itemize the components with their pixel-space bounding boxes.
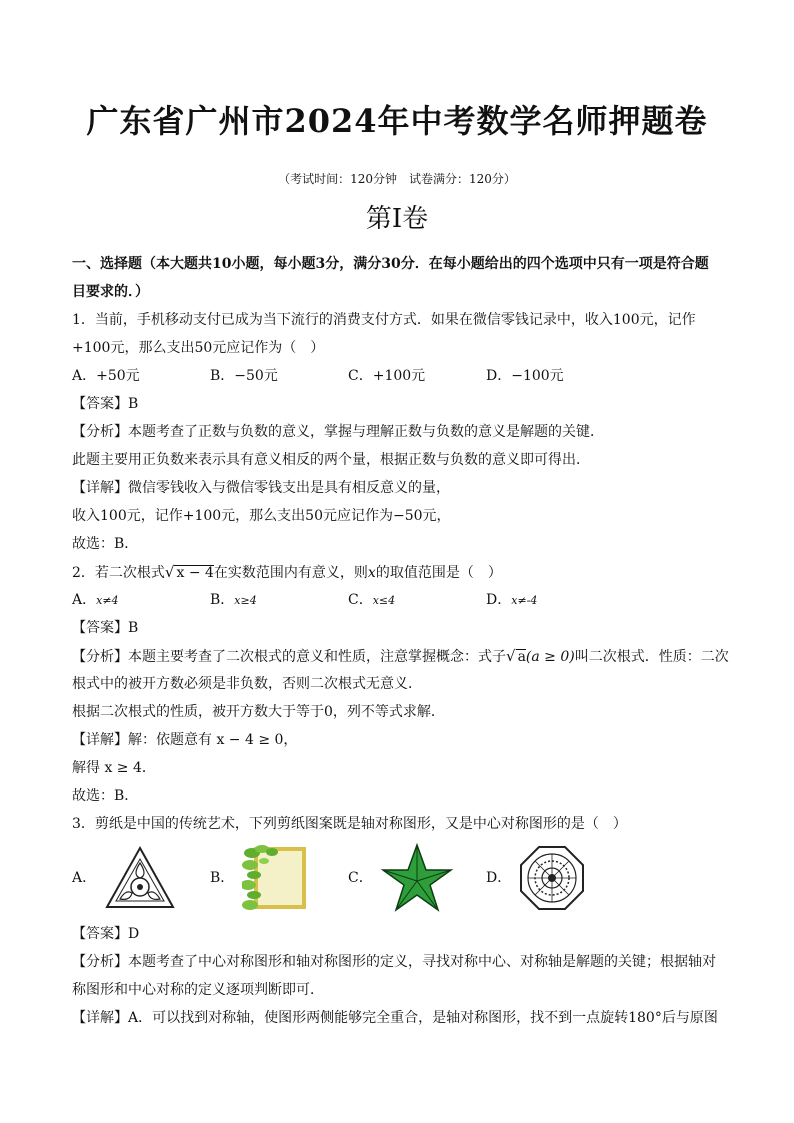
- q2-detail-cont: 解得 x ≥ 4．: [72, 760, 156, 776]
- q1-option-d: D．−100元: [486, 368, 564, 384]
- q2-detail: 【详解】解：依题意有 x − 4 ≥ 0，: [72, 732, 298, 748]
- q1-answer: 【答案】B: [72, 396, 139, 412]
- volume-heading: 第Ⅰ卷: [365, 204, 429, 234]
- octagon-medallion-icon: [519, 845, 585, 911]
- exam-meta: （考试时间：120分钟 试卷满分：120分）: [278, 172, 516, 186]
- q2-options: [72, 586, 722, 614]
- q1-option-c: C．+100元: [348, 368, 426, 384]
- section-heading: 一、选择题（本大题共10小题，每小题3分，满分30分．在每小题给出的四个选项中只有一项是符合题: [72, 256, 709, 272]
- q1-detail: 【详解】微信零钱收入与微信零钱支出是具有相反意义的量，: [72, 480, 450, 496]
- q3-analysis-cont: 称图形和中心对称的定义逐项判断即可．: [72, 982, 324, 998]
- q2-analysis-cont: 根式中的被开方数必须是非负数，否则二次根式无意义．: [72, 676, 422, 692]
- q3-option-c: C．: [348, 843, 486, 913]
- radical-sign: √: [164, 563, 175, 581]
- page-title: 广东省广州市2024年中考数学名师押题卷: [86, 102, 708, 140]
- exam-content: [72, 250, 729, 1032]
- q1-stem: 1．当前，手机移动支付已成为当下流行的消费支付方式．如果在微信零钱记录中，收入100元，记作: [72, 312, 696, 328]
- q1-choice: 故选：B．: [72, 536, 139, 552]
- q1-detail-cont: 收入100元，记作+100元，那么支出50元应记作为−50元，: [72, 508, 451, 524]
- q1-option-b: B．−50元: [210, 368, 278, 384]
- q3-option-b: B．: [210, 843, 348, 913]
- q3-analysis: 【分析】本题考查了中心对称图形和轴对称图形的定义，寻找对称中心、对称轴是解题的关键；根据轴对: [72, 954, 716, 970]
- q2-analysis-cont2: 根据二次根式的性质，被开方数大于等于0，列不等式求解．: [72, 704, 445, 720]
- q3-detail: 【详解】A．可以找到对称轴，使图形两侧能够完全重合，是轴对称图形，找不到一点旋转180°后与原图: [72, 1010, 718, 1026]
- q3-option-d: D．: [486, 845, 624, 911]
- q2-choice: 故选：B．: [72, 788, 139, 804]
- q3-stem: 3．剪纸是中国的传统艺术，下列剪纸图案既是轴对称图形，又是中心对称图形的是（ ）: [72, 816, 627, 832]
- q1-stem-cont: +100元，那么支出50元应记作为（ ）: [72, 340, 325, 356]
- q2-option-b: B．x≥4: [210, 592, 257, 608]
- q2-radicand: x − 4: [176, 565, 214, 581]
- q1-options: [72, 362, 722, 390]
- q1-analysis-cont: 此题主要用正负数来表示具有意义相反的两个量，根据正数与负数的意义即可得出．: [72, 452, 590, 468]
- q2-option-d: D．x≠-4: [486, 592, 538, 608]
- q2-answer: 【答案】B: [72, 620, 139, 636]
- q2-analysis: 【分析】本题主要考查了二次根式的意义和性质，注意掌握概念：式子√ a(a ≥ 0)叫二次根式．性质：二次: [72, 647, 729, 665]
- q1-analysis: 【分析】本题考查了正数与负数的意义，掌握与理解正数与负数的意义是解题的关键．: [72, 424, 604, 440]
- q3-figure-options: [72, 840, 722, 916]
- q1-option-a: A．+50元: [72, 368, 140, 384]
- triangle-knot-icon: [104, 845, 176, 911]
- q2-option-a: A．x≠4: [72, 592, 119, 608]
- q2-option-c: C．x≤4: [348, 592, 396, 608]
- q3-answer: 【答案】D: [72, 926, 140, 942]
- q3-option-a: A．: [72, 845, 210, 911]
- green-star-icon: [381, 843, 453, 913]
- section-heading-cont: 目要求的．）: [72, 284, 149, 300]
- leaf-frame-icon: [242, 843, 310, 913]
- q2-stem: 2．若二次根式√ x − 4在实数范围内有意义，则x的取值范围是（ ）: [72, 558, 722, 586]
- q2-var: x: [367, 565, 376, 581]
